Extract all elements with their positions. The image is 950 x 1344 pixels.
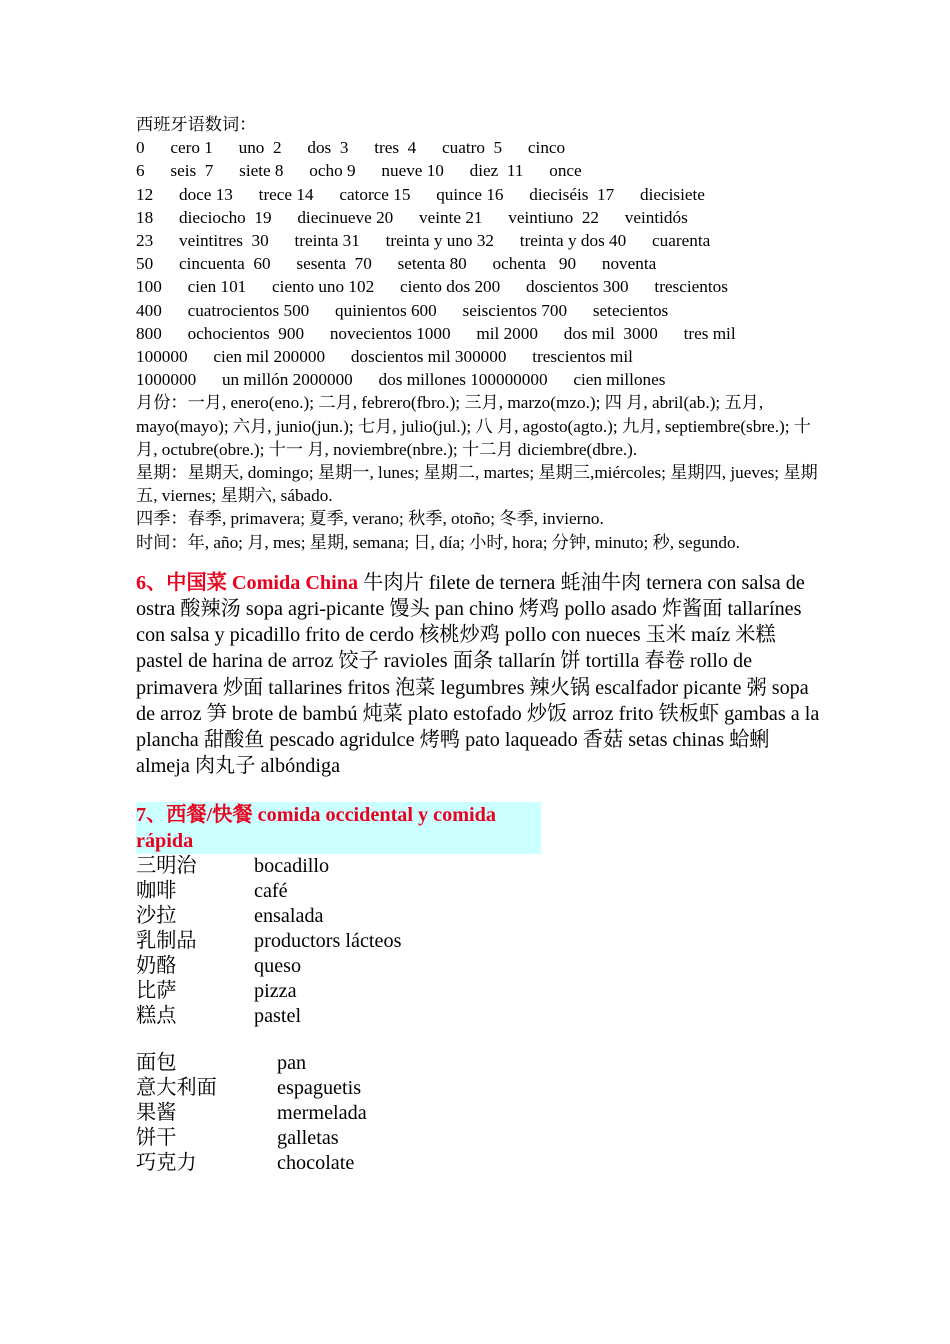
vocab-chinese: 乳制品 [136, 930, 197, 953]
numbers-line: 6 seis 7 siete 8 ocho 9 nueve 10 diez 11 once [136, 161, 582, 181]
numbers-line: 100000 cien mil 200000 doscientos mil 300000 trescientos mil [136, 347, 633, 367]
section6-heading: 6、中国菜 Comida China [136, 571, 359, 594]
numbers-title: 西班牙语数词： [136, 115, 257, 134]
vocab-row [136, 904, 826, 929]
vocab-spanish: productors lácteos [254, 930, 402, 953]
vocab-chinese: 糕点 [136, 1005, 177, 1028]
vocab-chinese: 奶酪 [136, 955, 177, 978]
weekdays-paragraph: 星期：星期天, domingo; 星期一, lunes; 星期二, martes; 星期三,miércoles; 星期四, jueves; 星期五, viernes; 星期六, sábado. [136, 463, 818, 506]
section6-paragraph [136, 570, 826, 780]
numbers-line: 50 cincuenta 60 sesenta 70 setenta 80 ochenta 90 noventa [136, 254, 657, 274]
vocab-spanish: café [254, 880, 288, 903]
numbers-line: 400 cuatrocientos 500 quinientos 600 seiscientos 700 setecientos [136, 300, 669, 320]
vocab-spanish: chocolate [277, 1152, 355, 1175]
vocab-row [136, 1126, 826, 1151]
vocab-spanish: espaguetis [277, 1077, 362, 1100]
vocab-row [136, 854, 826, 879]
vocab-spanish: pizza [254, 980, 297, 1003]
vocab-spanish: pan [277, 1052, 307, 1075]
document-page [136, 113, 826, 1176]
vocab-chinese: 沙拉 [136, 905, 177, 928]
vocab-row [136, 1076, 826, 1101]
numbers-line: 100 cien 101 ciento uno 102 ciento dos 200 doscientos 300 trescientos [136, 277, 728, 297]
vocab-row [136, 1051, 826, 1076]
numbers-line: 0 cero 1 uno 2 dos 3 tres 4 cuatro 5 cinco [136, 138, 566, 158]
vocab-group-2 [136, 1051, 826, 1176]
vocab-chinese: 饼干 [136, 1127, 177, 1150]
vocab-row [136, 879, 826, 904]
vocab-row [136, 1004, 826, 1029]
section6-body: 牛肉片 filete de ternera 蚝油牛肉 ternera con salsa de ostra 酸辣汤 sopa agri-picante 馒头 pan chino 烤鸡 pollo asado 炸酱面 tallarínes con salsa y picadillo frito de cerdo 核桃炒鸡 pollo con nueces 玉米 maíz 米糕 pastel de harina de arroz 饺子 ravioles 面条 tallarín 饼 tortilla 春卷 rollo de primavera 炒面 tallarines fritos 泡菜 legumbres 辣火锅 escalfador picante 粥 sopa de arroz 笋 brote de bambú 炖菜 plato estofado 炒饭 arroz frito 铁板虾 gambas a la plancha 甜酸鱼 pescado agridulce 烤鸭 pato laqueado 香菇 setas chinas 蛤蜊 almeja 肉丸子 albóndiga [136, 571, 820, 778]
time-paragraph: 时间：年, año; 月, mes; 星期, semana; 日, día; 小时, hora; 分钟, minuto; 秒, segundo. [136, 532, 740, 552]
vocab-chinese: 面包 [136, 1052, 177, 1075]
numbers-line: 1000000 un millón 2000000 dos millones 100000000 cien millones [136, 370, 666, 390]
vocab-spanish: mermelada [277, 1102, 367, 1125]
numbers-section [136, 113, 826, 554]
vocab-row [136, 1101, 826, 1126]
numbers-line: 23 veintitres 30 treinta 31 treinta y uno 32 treinta y dos 40 cuarenta [136, 231, 711, 251]
numbers-line: 18 dieciocho 19 diecinueve 20 veinte 21 veintiuno 22 veintidós [136, 207, 688, 227]
vocab-spanish: pastel [254, 1005, 302, 1028]
seasons-paragraph: 四季：春季, primavera; 夏季, verano; 秋季, otoño; 冬季, invierno. [136, 509, 604, 529]
vocab-chinese: 比萨 [136, 980, 177, 1003]
vocab-chinese: 意大利面 [136, 1077, 217, 1100]
numbers-line: 800 ochocientos 900 novecientos 1000 mil 2000 dos mil 3000 tres mil [136, 323, 736, 343]
vocab-spanish: ensalada [254, 905, 324, 928]
vocab-row [136, 1151, 826, 1176]
vocab-chinese: 果酱 [136, 1102, 177, 1125]
vocab-chinese: 巧克力 [136, 1152, 197, 1175]
vocab-chinese: 咖啡 [136, 880, 177, 903]
vocab-spanish: bocadillo [254, 855, 330, 878]
vocab-row [136, 979, 826, 1004]
section7-heading: 7、西餐/快餐 comida occidental y comida rápida [136, 802, 541, 854]
vocab-spanish: queso [254, 955, 302, 978]
vocab-chinese: 三明治 [136, 855, 197, 878]
vocab-row [136, 929, 826, 954]
months-paragraph: 月份：一月, enero(eno.); 二月, febrero(fbro.); 三月, marzo(mzo.); 四 月, abril(ab.); 五月, mayo(mayo); 六月, junio(jun.); 七月, julio(jul.); 八 月, agosto(agto.); 九月, septiembre(sbre.); 十月, octubre(obre.); 十一 月, noviembre(nbre.); 十二月 diciembre(dbre.). [136, 393, 811, 459]
vocab-row [136, 954, 826, 979]
vocab-group-1 [136, 854, 826, 1029]
vocab-spanish: galletas [277, 1127, 339, 1150]
numbers-line: 12 doce 13 trece 14 catorce 15 quince 16 dieciséis 17 diecisiete [136, 184, 705, 204]
